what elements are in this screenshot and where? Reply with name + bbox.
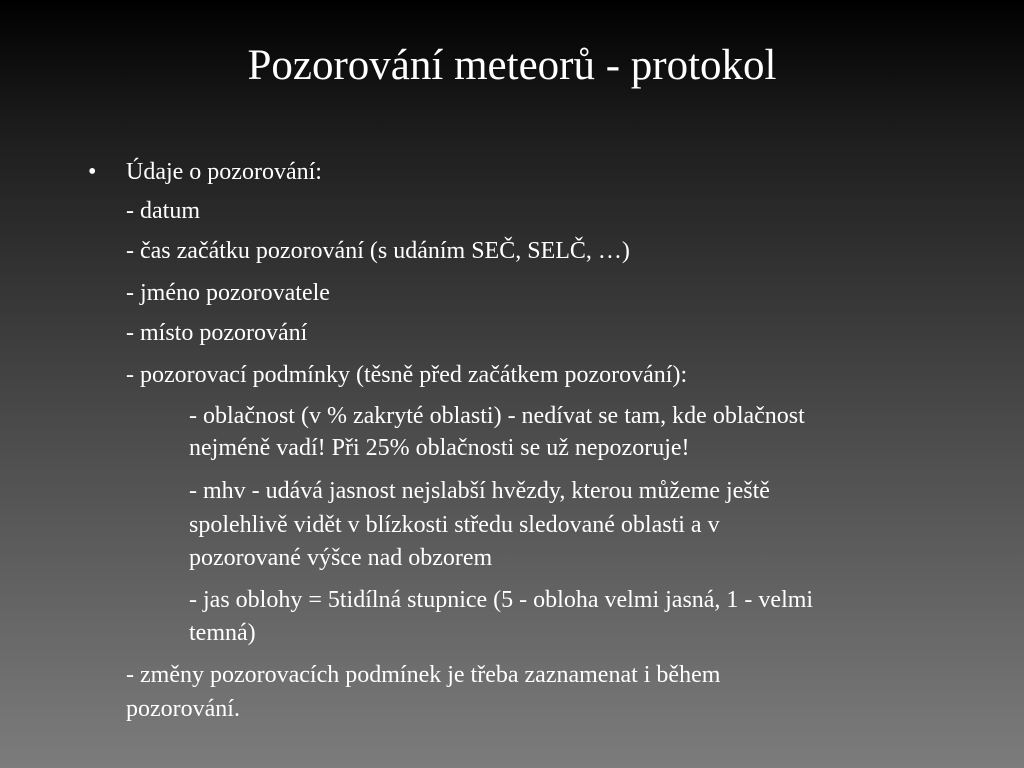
subitem-oblacnost-line-1: - oblačnost (v % zakryté oblasti) - nedívat se tam, kde oblačnost bbox=[189, 403, 805, 429]
list-item-datum: - datum bbox=[126, 198, 200, 224]
subitem-jas-line-1: - jas oblohy = 5tidílná stupnice (5 - obloha velmi jasná, 1 - velmi bbox=[189, 587, 814, 613]
bullet-heading: Údaje o pozorování: bbox=[126, 159, 322, 185]
subitem-oblacnost-line-2: nejméně vadí! Při 25% oblačnosti se už nepozoruje! bbox=[189, 435, 690, 461]
list-item-zmeny-line-1: - změny pozorovacích podmínek je třeba zaznamenat i během bbox=[126, 662, 721, 688]
subitem-mhv-line-3: pozorované výšce nad obzorem bbox=[189, 545, 493, 571]
list-item-misto: - místo pozorování bbox=[126, 320, 308, 346]
subitem-mhv-line-1: - mhv - udává jasnost nejslabší hvězdy, kterou můžeme ještě bbox=[189, 478, 770, 504]
subitem-mhv-line-2: spolehlivě vidět v blízkosti středu sledované oblasti a v bbox=[189, 512, 720, 538]
list-item-cas: - čas začátku pozorování (s udáním SEČ, SELČ, …) bbox=[126, 238, 630, 264]
list-item-jmeno: - jméno pozorovatele bbox=[126, 280, 330, 306]
bullet-icon: • bbox=[88, 159, 97, 185]
subitem-jas-line-2: temná) bbox=[189, 620, 256, 646]
list-item-podminky: - pozorovací podmínky (těsně před začátkem pozorování): bbox=[126, 362, 688, 388]
list-item-zmeny-line-2: pozorování. bbox=[126, 696, 240, 722]
slide-title: Pozorování meteorů - protokol bbox=[247, 42, 777, 89]
